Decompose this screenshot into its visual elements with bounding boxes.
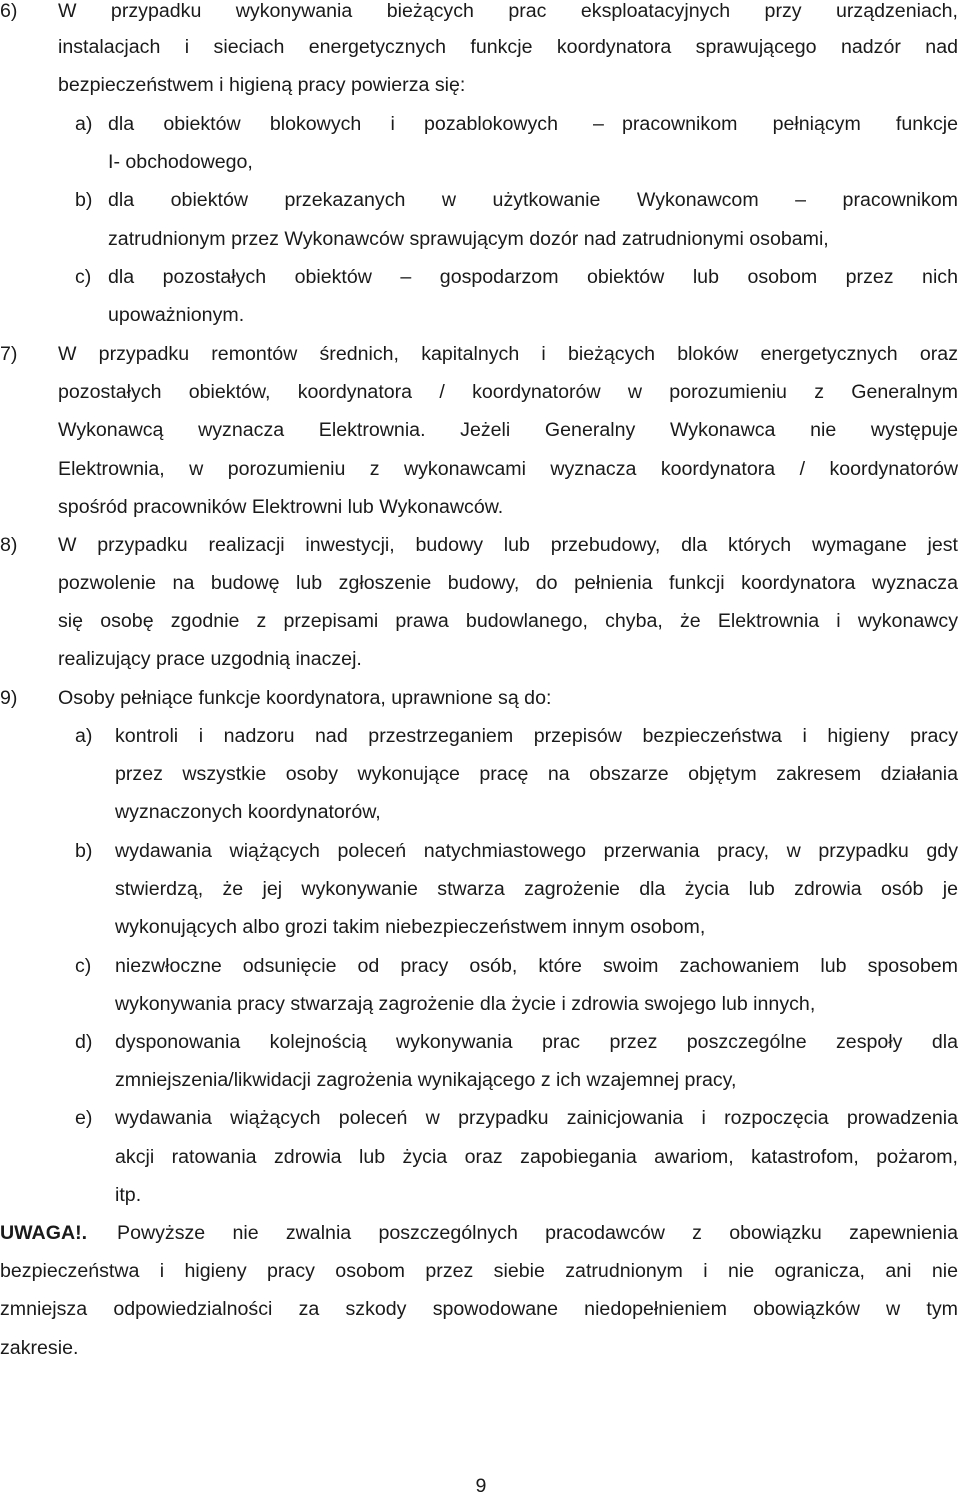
section-6-item-b-line-2: zatrudnionym przez Wykonawców sprawującym dozór nad zatrudnionymi osobami, [108, 228, 829, 250]
section-7-line-2: pozostałych obiektów, koordynatora / koordynatorów w porozumieniu z Generalnym [58, 381, 958, 403]
section-7-line-3: Wykonawcą wyznacza Elektrownia. Jeżeli Generalny Wykonawca nie występuje [58, 419, 958, 441]
section-9-item-e-line-3: itp. [115, 1184, 142, 1206]
note-line-2: bezpieczeństwa i higieny pracy osobom przez siebie zatrudnionym i nie ogranicza, ani nie [0, 1260, 958, 1282]
section-6-item-a-line-2: I- obchodowego, [108, 151, 253, 173]
section-6-item-b-line-1: dla obiektów przekazanych w użytkowanie Wykonawcom – pracownikom [108, 189, 958, 211]
section-6-item-b-letter: b) [75, 189, 93, 211]
section-7-line-1: W przypadku remontów średnich, kapitalnych i bieżących bloków energetycznych oraz [58, 343, 958, 365]
section-9-item-e-line-1: wydawania wiążących poleceń w przypadku zainicjowania i rozpoczęcia prowadzenia [115, 1107, 958, 1129]
section-6-item-a-line-1-left: dla obiektów blokowych i pozablokowych [108, 113, 558, 135]
section-6-item-a-line-1-right: pracownikom pełniącym funkcje [622, 113, 958, 135]
section-9-item-a-letter: a) [75, 725, 93, 747]
section-6-line-2: instalacjach i sieciach energetycznych funkcje koordynatora sprawującego nadzór nad [58, 36, 958, 58]
section-9-item-c-line-1: niezwłoczne odsunięcie od pracy osób, które swoim zachowaniem lub sposobem [115, 955, 958, 977]
section-9-item-e-line-2: akcji ratowania zdrowia lub życia oraz zapobiegania awariom, katastrofom, pożarom, [115, 1146, 958, 1168]
section-7-line-4: Elektrownia, w porozumieniu z wykonawcami wyznacza koordynatora / koordynatorów [58, 458, 958, 480]
section-8-line-4: realizujący prace uzgodnią inaczej. [58, 648, 362, 670]
section-9-intro: Osoby pełniące funkcje koordynatora, uprawnione są do: [58, 687, 552, 709]
section-9-item-c-line-2: wykonywania pracy stwarzają zagrożenie dla życie i zdrowia swojego lub innych, [115, 993, 816, 1015]
section-6-item-a-letter: a) [75, 113, 93, 135]
section-9-item-b-line-1: wydawania wiążących poleceń natychmiastowego przerwania pracy, w przypadku gdy [115, 840, 958, 862]
section-8-line-1: W przypadku realizacji inwestycji, budowy lub przebudowy, dla których wymagane jest [58, 534, 958, 556]
note-label: UWAGA!. [0, 1222, 88, 1244]
section-8-line-3: się osobę zgodnie z przepisami prawa budowlanego, chyba, że Elektrownia i wykonawcy [58, 610, 958, 632]
section-9-number: 9) [0, 687, 18, 709]
section-9-item-e-letter: e) [75, 1107, 93, 1129]
section-9-item-a-line-2: przez wszystkie osoby wykonujące pracę na obszarze objętym zakresem działania [115, 763, 958, 785]
section-9-item-b-line-2: stwierdzą, że jej wykonywanie stwarza zagrożenie dla życia lub zdrowia osób je [115, 878, 958, 900]
page-number: 9 [475, 1475, 487, 1497]
section-9-item-b-line-3: wykonujących albo grozi takim niebezpieczeństwem innym osobom, [115, 916, 706, 938]
note-line-4: zakresie. [0, 1337, 79, 1359]
section-6-line-3: bezpieczeństwem i higieną pracy powierza się: [58, 74, 466, 96]
section-9-item-a-line-3: wyznaczonych koordynatorów, [115, 801, 381, 823]
section-9-item-d-letter: d) [75, 1031, 93, 1053]
section-6-item-a-dash: – [593, 113, 604, 135]
section-6-item-c-letter: c) [75, 266, 92, 288]
section-6-item-c-line-1: dla pozostałych obiektów – gospodarzom obiektów lub osobom przez nich [108, 266, 958, 288]
section-9-item-d-line-1: dysponowania kolejnością wykonywania prac przez poszczególne zespoły dla [115, 1031, 958, 1053]
section-9-item-c-letter: c) [75, 955, 92, 977]
section-6-item-c-line-2: upoważnionym. [108, 304, 245, 326]
section-9-item-a-line-1: kontroli i nadzoru nad przestrzeganiem przepisów bezpieczeństwa i higieny pracy [115, 725, 958, 747]
section-6-line-1: W przypadku wykonywania bieżących prac eksploatacyjnych przy urządzeniach, [58, 0, 958, 22]
note-line-1: Powyższe nie zwalnia poszczególnych pracodawców z obowiązku zapewnienia [117, 1222, 958, 1244]
section-6-number: 6) [0, 0, 18, 22]
section-9-item-b-letter: b) [75, 840, 93, 862]
section-9-item-d-line-2: zmniejszenia/likwidacji zagrożenia wynikającego z ich wzajemnej pracy, [115, 1069, 737, 1091]
section-7-number: 7) [0, 343, 18, 365]
section-8-line-2: pozwolenie na budowę lub zgłoszenie budowy, do pełnienia funkcji koordynatora wyznacza [58, 572, 958, 594]
note-line-3: zmniejsza odpowiedzialności za szkody spowodowane niedopełnieniem obowiązków w tym [0, 1298, 958, 1320]
section-7-line-5: spośród pracowników Elektrowni lub Wykonawców. [58, 496, 504, 518]
section-8-number: 8) [0, 534, 18, 556]
